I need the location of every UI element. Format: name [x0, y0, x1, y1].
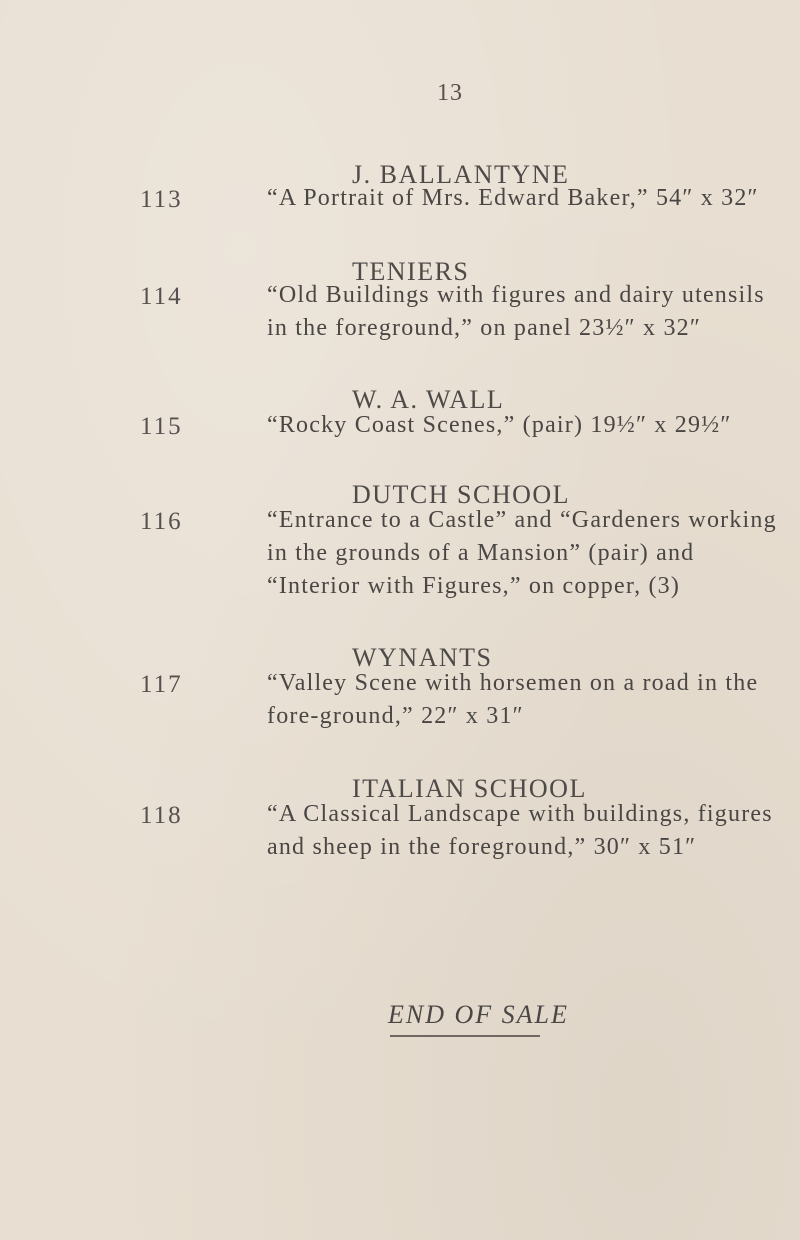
lot-number: 116: [140, 508, 183, 535]
lot-description: “Rocky Coast Scenes,” (pair) 19½″ x 29½″: [267, 412, 732, 438]
artist-name: J. BALLANTYNE: [352, 160, 570, 189]
lot-number: 115: [140, 413, 183, 440]
artist-name: DUTCH SCHOOL: [352, 480, 571, 509]
artist-name: WYNANTS: [352, 643, 493, 672]
lot-description: “A Classical Landscape with buildings, figures and sheep in the foreground,” 30″ x 51″: [267, 801, 773, 860]
lot-description: “Valley Scene with horsemen on a road in the fore-ground,” 22″ x 31″: [267, 670, 759, 729]
artist-name: W. A. WALL: [352, 385, 505, 414]
lot-number: 113: [140, 186, 183, 213]
lot-number: 114: [140, 283, 183, 310]
artist-name: ITALIAN SCHOOL: [352, 774, 587, 803]
lot-number: 118: [140, 802, 183, 829]
artist-name: TENIERS: [352, 257, 470, 286]
lot-number: 117: [140, 671, 183, 698]
page-number: 13: [437, 80, 463, 106]
lot-description: “A Portrait of Mrs. Edward Baker,” 54″ x 32″: [267, 185, 759, 211]
lot-description: “Entrance to a Castle” and “Gardeners working in the grounds of a Mansion” (pair) and “Interior with Figures,” on copper, (3): [267, 507, 777, 599]
end-underline-divider: [390, 1035, 540, 1037]
lot-description: “Old Buildings with figures and dairy utensils in the foreground,” on panel 23½″ x 32″: [267, 282, 765, 341]
end-of-sale-heading: END OF SALE: [388, 1000, 569, 1029]
